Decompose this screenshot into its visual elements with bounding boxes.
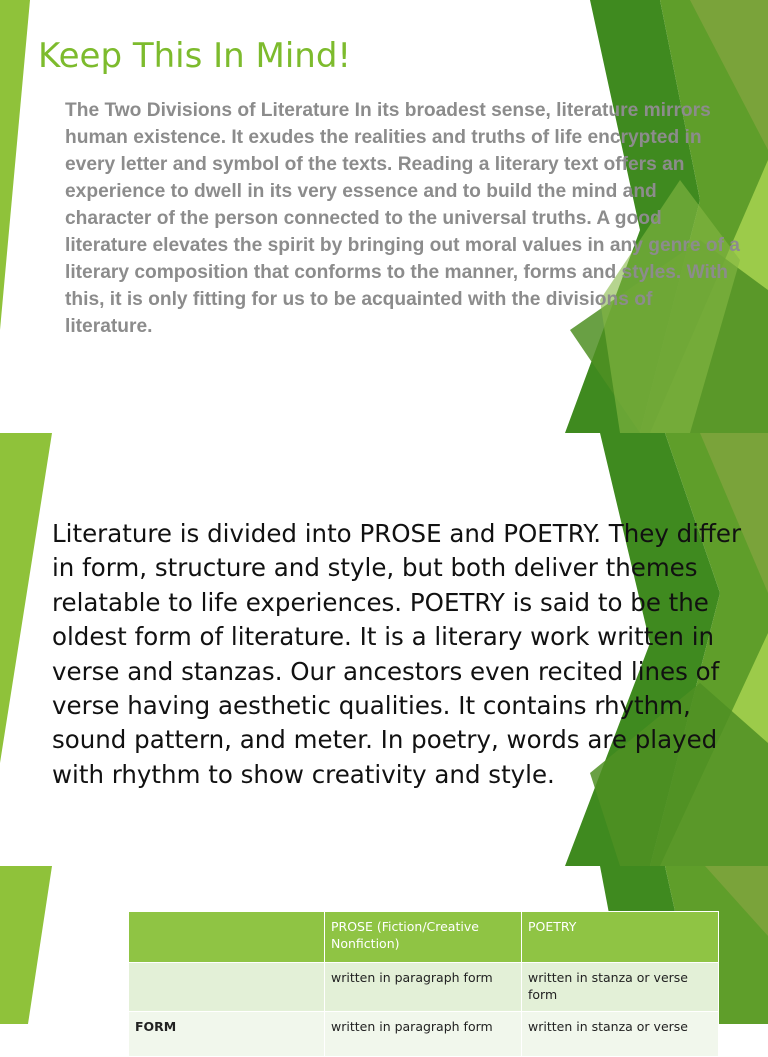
table-row <box>129 1012 719 1057</box>
slide-2-body-text: Literature is divided into PROSE and POETRY. They differ in form, structure and style, but both deliver themes relatable to life experiences. POETRY is said to be the oldest form of literature. It is a literary work written in verse and stanzas. Our ancestors even recited lines of verse having aesthetic qualities. It contains rhythm, sound pattern, and meter. In poetry, words are played with rhythm to show creativity and style. <box>52 519 742 789</box>
slide-2 <box>0 433 768 866</box>
left-green-sliver <box>0 433 52 763</box>
table-cell: written in paragraph form <box>325 963 522 1012</box>
table-header-row <box>129 912 719 963</box>
table-cell: written in paragraph form <box>325 1012 522 1057</box>
left-green-sliver <box>0 0 30 330</box>
table-header-cell: POETRY <box>522 912 719 963</box>
table-header-cell: PROSE (Fiction/Creative Nonfiction) <box>325 912 522 963</box>
table-cell: FORM <box>129 1012 325 1057</box>
table-cell: written in stanza or verse form <box>522 963 719 1012</box>
table-cell: written in stanza or verse <box>522 1012 719 1057</box>
slide-1 <box>0 0 768 433</box>
slide-1-body-text: The Two Divisions of Literature In its broadest sense, literature mirrors human existence. It exudes the realities and truths of life encrypted in every letter and symbol of the texts. Reading a literary text offers an experience to dwell in its very essence and to build the mind and character of the person connected to the universal truths. A good literature elevates the spirit by bringing out moral values in any genre of a literary composition that conforms to the manner, forms and styles. With this, it is only fitting for us to be acquainted with the divisions of literature. <box>65 100 740 337</box>
table-row <box>129 963 719 1012</box>
left-green-sliver <box>0 866 52 1024</box>
slide-3 <box>0 866 768 1034</box>
prose-poetry-table <box>128 911 719 1057</box>
slide-1-title: Keep This In Mind! <box>38 36 352 76</box>
table-cell <box>129 963 325 1012</box>
table-header-cell <box>129 912 325 963</box>
